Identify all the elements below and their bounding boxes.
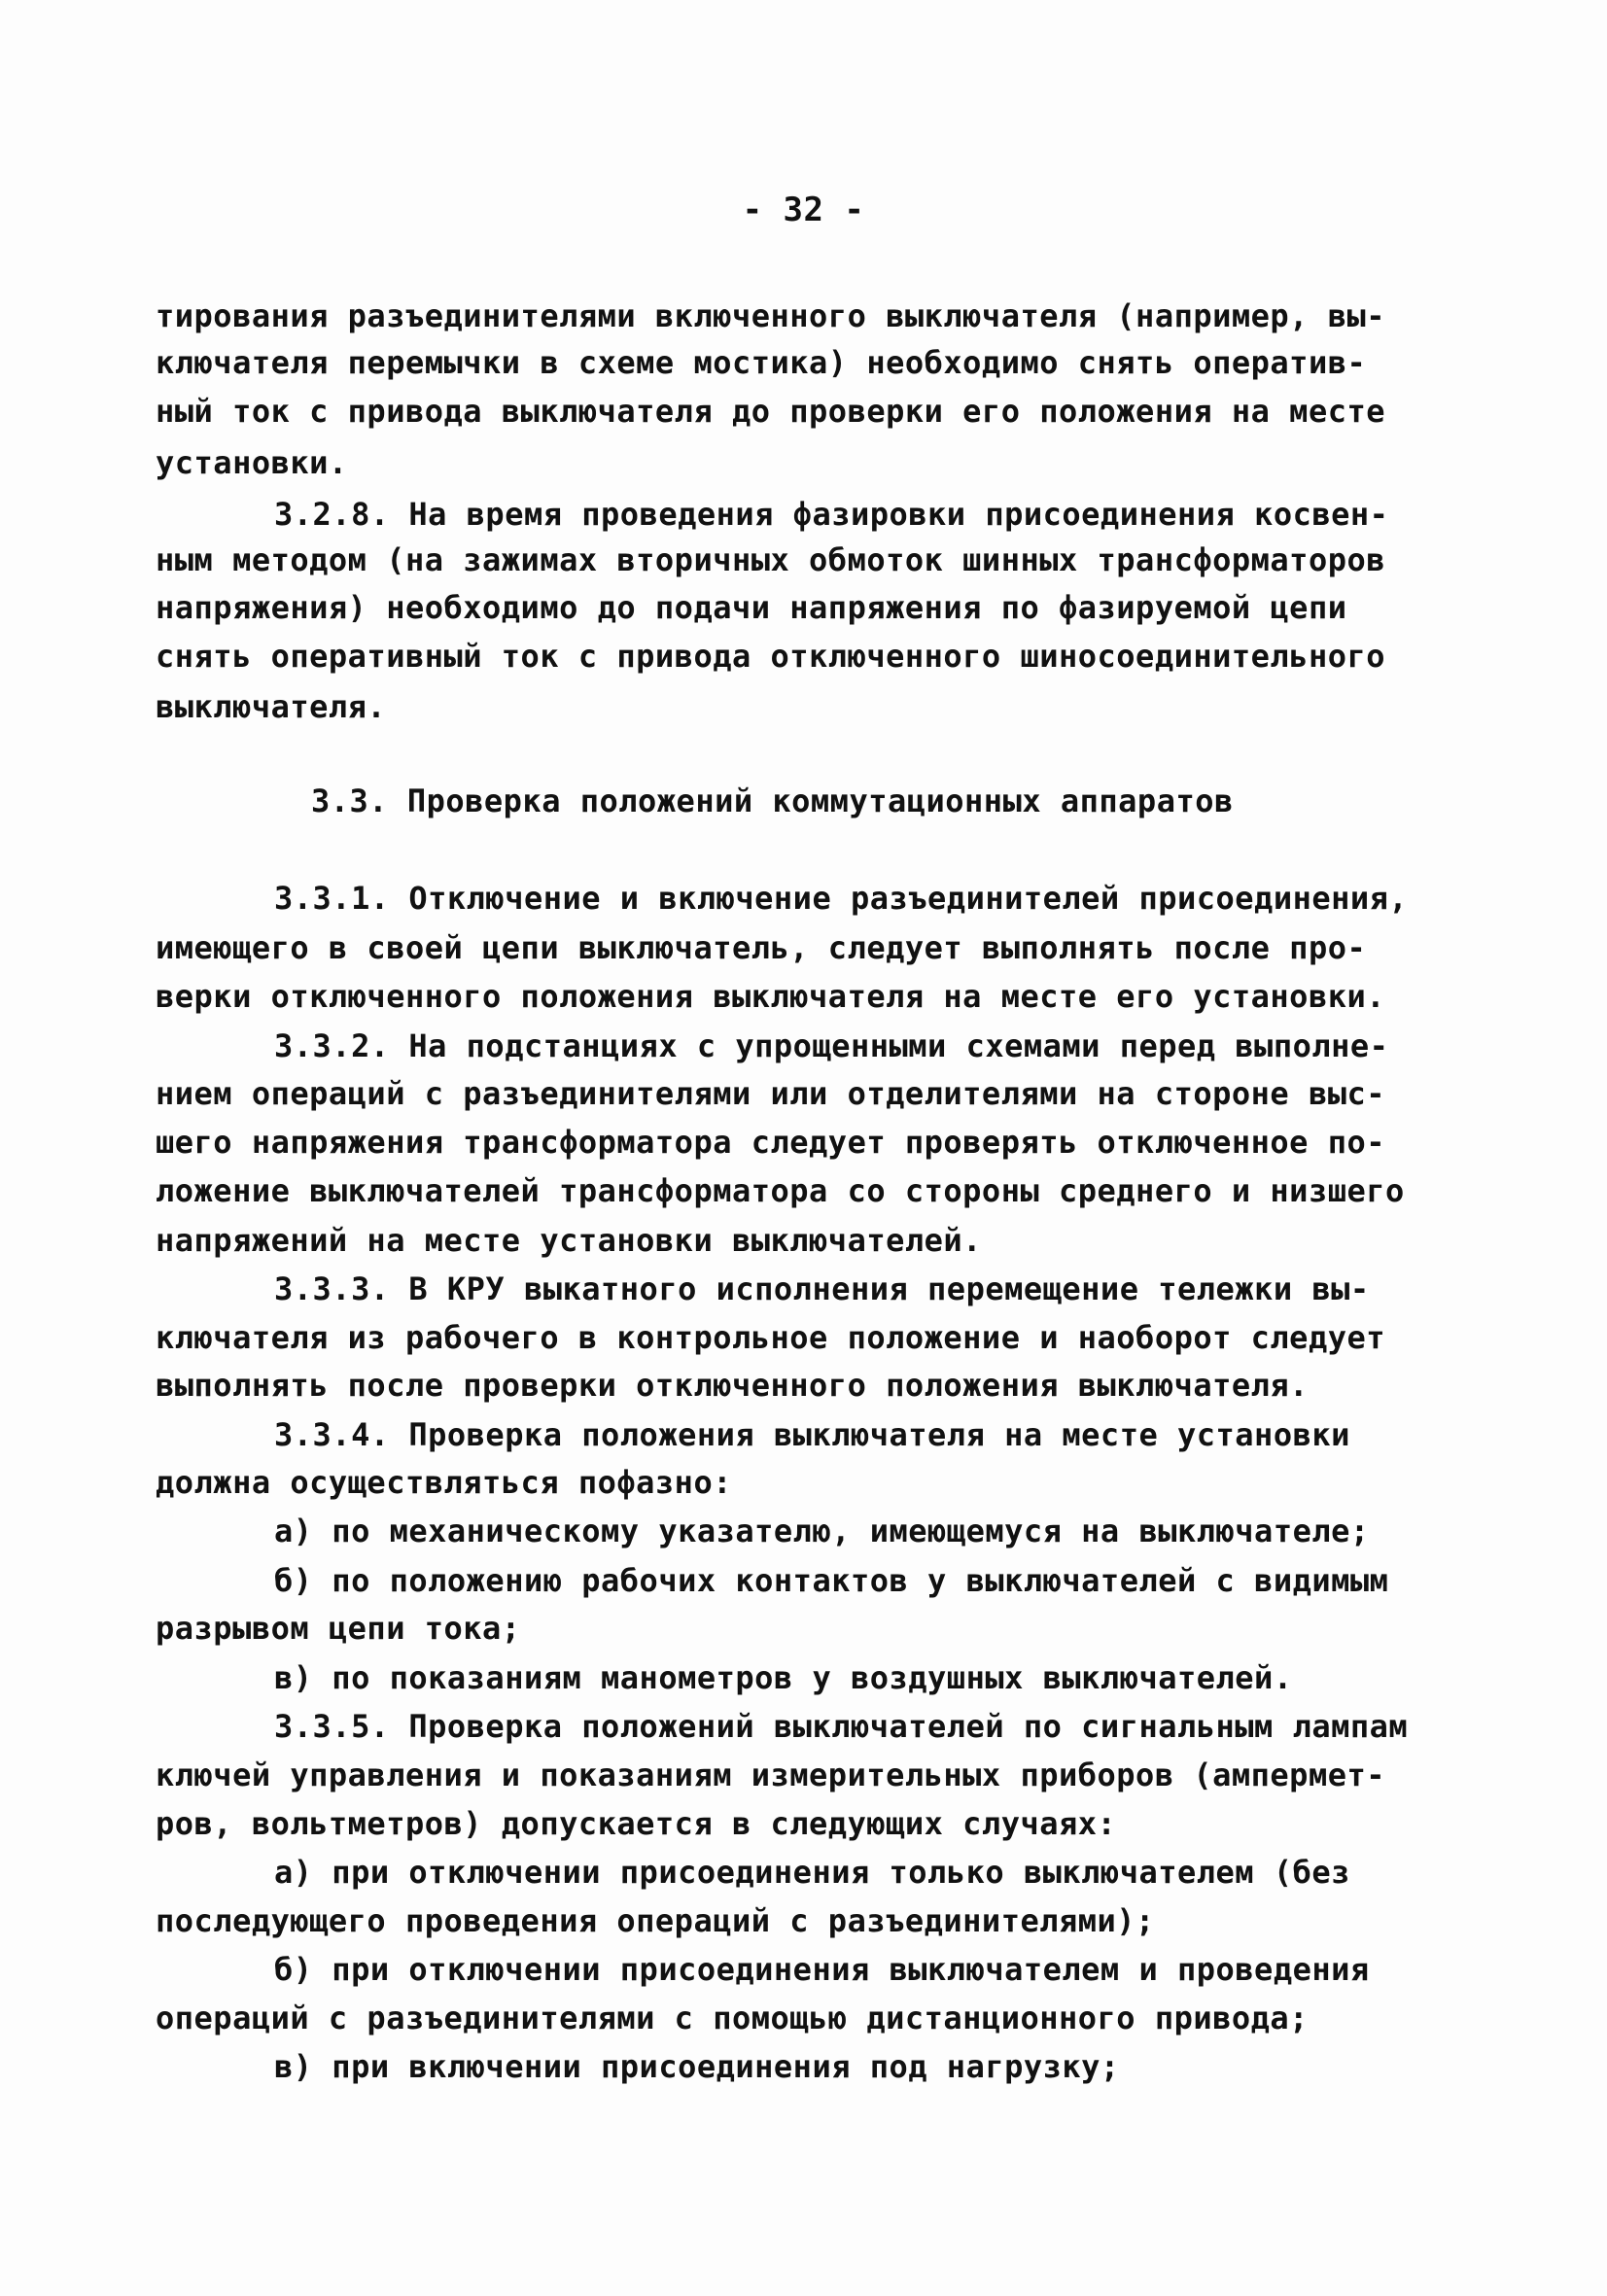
text-line: снять оперативный ток с привода отключенного шиносоединительного	[156, 638, 1385, 675]
text-line: ключателя из рабочего в контрольное положение и наоборот следует	[156, 1319, 1385, 1356]
text-line: ный ток с привода выключателя до проверки его положения на месте	[156, 393, 1385, 430]
text-line: тирования разъединителями включенного выключателя (например, вы-	[156, 297, 1385, 334]
text-line: а) по механическому указателю, имеющемуся на выключателе;	[274, 1513, 1370, 1549]
text-line: шего напряжения трансформатора следует проверять отключенное по-	[156, 1124, 1385, 1161]
text-line: 3.3.5. Проверка положений выключателей по сигнальным лампам	[274, 1708, 1409, 1745]
text-line: установки.	[156, 444, 348, 481]
text-line: последующего проведения операций с разъединителями);	[156, 1902, 1155, 1939]
text-line: выключателя.	[156, 688, 387, 725]
text-line: в) по показаниям манометров у воздушных выключателей.	[274, 1659, 1293, 1696]
text-line: должна осуществляться пофазно:	[156, 1464, 732, 1501]
text-line: выполнять после проверки отключенного положения выключателя.	[156, 1367, 1309, 1404]
text-line: ключей управления и показаниям измерительных приборов (ампермет-	[156, 1757, 1385, 1793]
text-line: напряжений на месте установки выключателей.	[156, 1222, 982, 1259]
text-line: в) при включении присоединения под нагрузку;	[274, 2048, 1120, 2085]
text-line: ным методом (на зажимах вторичных обмоток шинных трансформаторов	[156, 541, 1385, 578]
text-line: 3.3.3. В КРУ выкатного исполнения перемещение тележки вы-	[274, 1270, 1370, 1307]
text-line: 3.3.1. Отключение и включение разъединителей присоединения,	[274, 880, 1409, 917]
text-line: ложение выключателей трансформатора со стороны среднего и низшего	[156, 1172, 1405, 1209]
text-line: ключателя перемычки в схеме мостика) необходимо снять оператив-	[156, 344, 1367, 381]
text-line: разрывом цепи тока;	[156, 1610, 521, 1647]
text-line: б) по положению рабочих контактов у выключателей с видимым	[274, 1562, 1389, 1599]
text-line: а) при отключении присоединения только выключателем (без	[274, 1854, 1350, 1891]
text-line: операций с разъединителями с помощью дистанционного привода;	[156, 2000, 1309, 2036]
section-heading: 3.3. Проверка положений коммутационных аппаратов	[311, 783, 1234, 819]
text-line: 3.3.2. На подстанциях с упрощенными схемами перед выполне-	[274, 1027, 1389, 1064]
text-line: б) при отключении присоединения выключателем и проведения	[274, 1951, 1370, 1988]
text-line: нием операций с разъединителями или отделителями на стороне выс-	[156, 1075, 1385, 1112]
text-line: 3.3.4. Проверка положения выключателя на месте установки	[274, 1416, 1350, 1453]
text-line: напряжения) необходимо до подачи напряжения по фазируемой цепи	[156, 589, 1347, 626]
text-line: 3.2.8. На время проведения фазировки присоединения косвен-	[274, 496, 1389, 533]
text-line: имеющего в своей цепи выключатель, следует выполнять после про-	[156, 929, 1367, 966]
page-number: - 32 -	[742, 191, 865, 229]
text-line: ров, вольтметров) допускается в следующих случаях:	[156, 1805, 1117, 1842]
text-line: верки отключенного положения выключателя на месте его установки.	[156, 978, 1385, 1015]
